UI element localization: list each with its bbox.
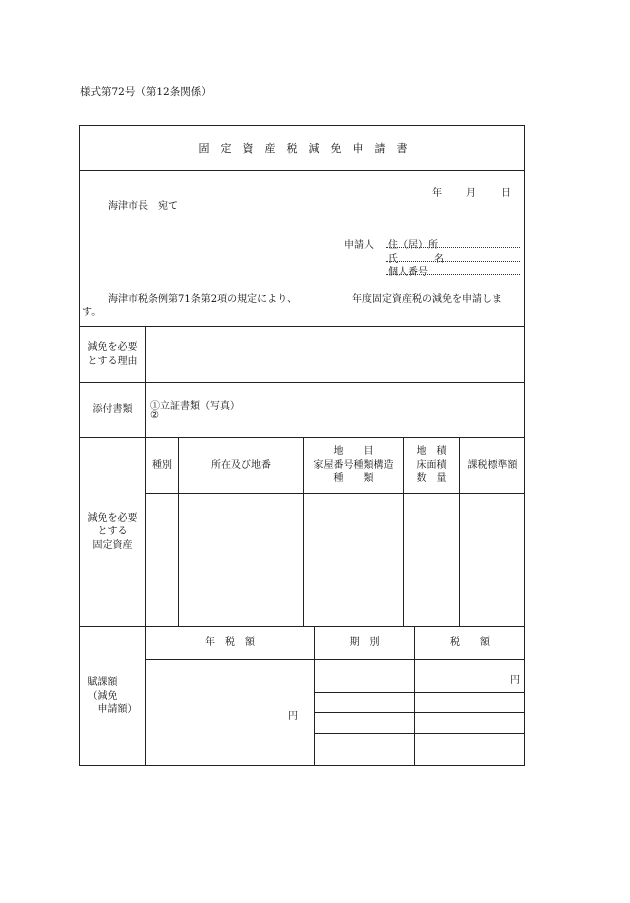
date-month-label: 月 — [466, 188, 476, 199]
tax-amount-cell-3[interactable] — [415, 713, 525, 733]
id-number-field[interactable] — [386, 274, 520, 275]
annual-tax-header: 年 税 額 — [205, 637, 255, 649]
statement-line1-a: 海津市税条例第71条第2項の規定により、 — [108, 294, 298, 305]
tax-amount-cell-4[interactable] — [415, 734, 525, 766]
assets-header-area: 地 積 床面積 数 量 — [416, 446, 447, 485]
assets-header-type: 種別 — [152, 459, 172, 471]
date-day-label: 日 — [501, 188, 511, 199]
period-header: 期 別 — [349, 637, 380, 649]
attachment-item-2: ② — [150, 410, 159, 421]
tax-amount-cell-1[interactable] — [415, 660, 525, 692]
period-cell-4[interactable] — [315, 734, 414, 766]
annual-tax-yen: 円 — [288, 711, 298, 722]
date-year-label: 年 — [432, 188, 442, 199]
assets-header-location: 所在及び地番 — [211, 459, 271, 471]
asset-taxbase-cell[interactable] — [460, 494, 524, 626]
asset-location-cell[interactable] — [179, 494, 303, 626]
attachment-item-1: ①立証書類（写真） — [150, 401, 240, 412]
asset-area-cell[interactable] — [404, 494, 459, 626]
form-number: 様式第72号（第12条関係） — [80, 86, 212, 98]
period-cell-3[interactable] — [315, 713, 414, 733]
address-label: 住（居）所 — [388, 240, 438, 251]
attachments-label: 添付書類 — [92, 404, 133, 416]
id-number-label: 個人番号 — [388, 267, 428, 278]
asset-type-cell[interactable] — [146, 494, 178, 626]
period-cell-1[interactable] — [315, 660, 414, 692]
applicant-label: 申請人 — [344, 240, 374, 251]
assets-label: 減免を必要 とする 固定資産 — [87, 512, 138, 551]
name-field[interactable] — [386, 261, 520, 262]
tax-amount-cell-2[interactable] — [415, 693, 525, 712]
asset-category-cell[interactable] — [304, 494, 403, 626]
addressee: 海津市長 宛て — [108, 201, 178, 212]
tax-label: 賦課額 （減免 申請額） — [87, 677, 138, 716]
statement-line2: す。 — [82, 307, 102, 318]
tax-amount-yen: 円 — [510, 675, 520, 686]
reason-label: 減免を必要 とする理由 — [87, 342, 138, 367]
assets-header-landcategory: 地 目 家屋番号種類構造 種 類 — [313, 446, 394, 485]
reason-field[interactable] — [146, 327, 524, 382]
assets-header-taxbase: 課税標準額 — [467, 459, 518, 471]
address-field[interactable] — [386, 247, 520, 248]
name-label-2: 名 — [434, 254, 444, 265]
statement-line1-b: 年度固定資産税の減免を申請しま — [352, 294, 502, 305]
name-label-1: 氏 — [388, 254, 398, 265]
form-title: 固 定 資 産 税 減 免 申 請 書 — [198, 142, 408, 155]
period-cell-2[interactable] — [315, 693, 414, 712]
tax-amount-header: 税 額 — [450, 637, 490, 649]
